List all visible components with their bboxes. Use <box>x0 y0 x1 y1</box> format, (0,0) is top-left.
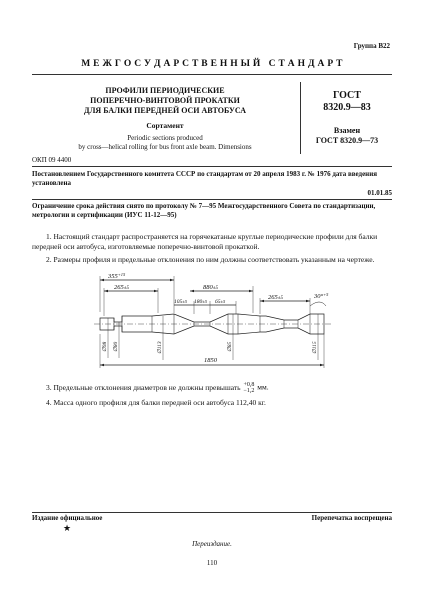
replaces-standard: ГОСТ 8320.9—73 <box>315 136 379 145</box>
angle-label: 30°$^{+5}$ <box>314 292 329 300</box>
gost-number: 8320.9—83 <box>323 102 371 113</box>
gost-label: ГОСТ <box>333 90 361 101</box>
footer-rule <box>32 512 392 513</box>
reprint-note: Переиздание. <box>192 540 232 548</box>
profile-outline-top <box>100 314 324 324</box>
paragraph-1: 1. Настоящий стандарт распространяется на горячекатаные круглые периодические профили для балки передней оси автобуса, изготовляемые поперечно-винтовой прокаткой. <box>32 232 378 251</box>
paragraph-3-text: 3. Предельные отклонения диаметров не должны превышать <box>46 382 241 392</box>
okp-code: ОКП 09 4400 <box>32 156 72 164</box>
decree-rule <box>32 199 392 200</box>
total-length-label: 1850 <box>204 357 217 364</box>
diameter-left-end-label: ∅98 <box>102 341 108 352</box>
title-line-2: ПОПЕРЕЧНО-ВИНТОВОЙ ПРОКАТКИ <box>90 96 240 105</box>
official-edition: Издание официальное <box>32 514 103 522</box>
reprint-prohibited: Перепечатка воспрещена <box>311 514 392 522</box>
restriction-text: Ограничение срока действия снято по протоколу № 7—95 Межгосударственного Совета по стандартизации, метрологии и сертификации (ИУС 11-12—95) <box>32 202 376 219</box>
star-icon: ★ <box>63 523 72 533</box>
diameter-left-body-label: ∅113 <box>157 341 163 354</box>
dim-880-label: 880±5 <box>203 284 218 291</box>
dim-65-label: 65±5 <box>215 299 226 305</box>
diameter-left-neck-label: ∅80 <box>113 341 119 352</box>
dim-265-left-label: 265±5 <box>114 284 129 291</box>
paragraph-3 <box>32 382 390 394</box>
english-title-line-2: by cross—helical rolling for bus front axle beam. Dimensions <box>78 143 252 151</box>
profile-outline-bottom <box>100 324 324 334</box>
tolerance-minus: −1,2 <box>243 388 255 394</box>
group-code: Группа В22 <box>353 42 390 50</box>
title-separator <box>300 82 301 154</box>
title-line-1: ПРОФИЛИ ПЕРИОДИЧЕСКИЕ <box>105 86 225 95</box>
replaces-label: Взамен <box>333 126 361 135</box>
okp-rule <box>32 166 392 167</box>
decree-date: 01.01.85 <box>367 189 392 197</box>
tolerance-unit: мм. <box>257 382 269 392</box>
tolerance-plus: +0,8 <box>243 382 255 388</box>
dim-105-label: 105±5 <box>174 299 187 305</box>
paragraph-4: 4. Масса одного профиля для балки передней оси автобуса 112,40 кг. <box>46 398 266 407</box>
diameter-middle-label: ∅85 <box>227 341 233 352</box>
page-number: 110 <box>206 559 218 567</box>
paragraph-2: 2. Размеры профиля и предельные отклонения по ним должны соответствовать указанным на чертеже. <box>46 255 375 264</box>
diameter-right-body-label: ∅115 <box>312 341 318 354</box>
profile-drawing <box>88 268 358 376</box>
dim-265-right-label: 265±5 <box>268 294 283 301</box>
english-title-line-1: Periodic sections produced <box>127 134 203 142</box>
tolerance-stack <box>243 382 254 394</box>
dim-180-label: 180±5 <box>194 299 207 305</box>
decree-text: Постановлением Государственного комитета СССР по стандартам от 20 апреля 1983 г. № 1976 дата введения установлена <box>32 170 378 187</box>
angle-arc <box>310 302 326 306</box>
dim-355-label: $355^{+15}$ <box>108 272 126 280</box>
subtitle: Сортамент <box>146 121 184 130</box>
title-line-3: ДЛЯ БАЛКИ ПЕРЕДНЕЙ ОСИ АВТОБУСА <box>83 106 247 115</box>
standard-type-heading: М Е Ж Г О С У Д А Р С Т В Е Н Н Ы Й С Т А Н Д А Р Т <box>81 59 343 69</box>
top-rule <box>32 74 392 75</box>
